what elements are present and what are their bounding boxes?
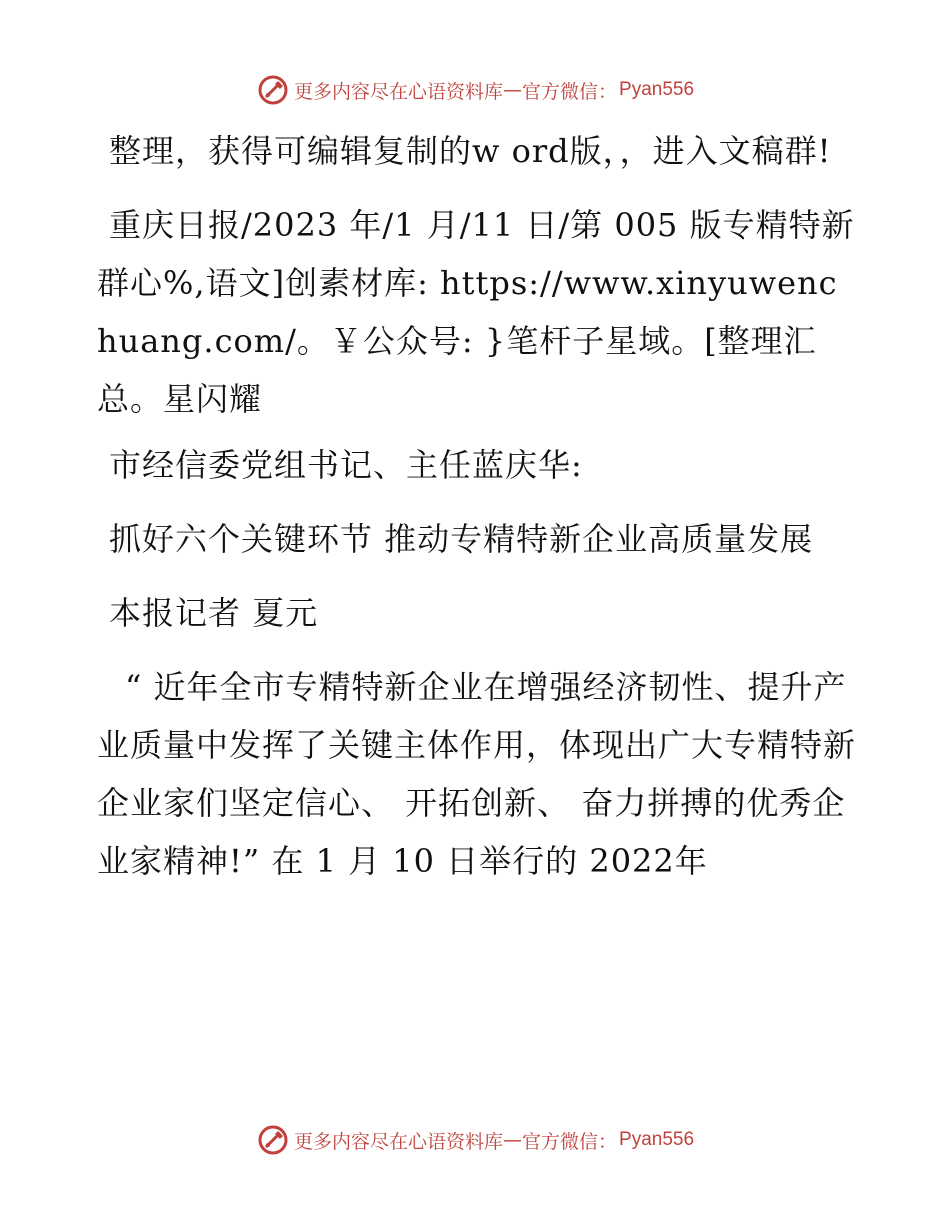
header-watermark xyxy=(0,70,950,110)
watermark-id: Pyan556 xyxy=(619,1129,695,1150)
pen-logo-icon xyxy=(256,73,290,107)
watermark-separator: — xyxy=(502,1129,522,1151)
watermark-colon: ： xyxy=(598,1130,618,1153)
watermark-separator: — xyxy=(502,79,522,101)
watermark-label: 官方微信 xyxy=(521,1130,598,1153)
watermark-label: 官方微信 xyxy=(521,80,598,103)
article-headline: 抓好六个关键环节 推动专精特新企业高质量发展 xyxy=(109,520,814,558)
watermark-banner xyxy=(256,73,694,107)
paragraph-quote: “ 近年全市专精特新企业在增强经济韧性、提升产业质量中发挥了关键主体作用，体现出广大专精特新企业家们坚定信心、 开拓创新、 奋力拼搏的优秀企业家精神!” 在 1 月 10 日举行的 2022年 xyxy=(97,668,857,880)
paragraph-speaker: 市经信委党组书记、主任蓝庆华: xyxy=(109,446,583,484)
paragraph-source: 重庆日报/2023 年/1 月/11 日/第 005 版专精特新 群心%,语文]创素材库: https://www.xinyuwenchuang.com/。￥公众号: }笔杆子星域。[整理汇总。星闪耀 xyxy=(97,206,855,418)
watermark-colon: ： xyxy=(598,80,618,103)
paragraph-intro: 整理，获得可编辑复制的w ord版，，进入文稿群! xyxy=(109,132,832,170)
document-body xyxy=(97,122,857,906)
article-byline: 本报记者 夏元 xyxy=(109,594,319,632)
pen-logo-icon xyxy=(256,1123,290,1157)
watermark-id: Pyan556 xyxy=(619,79,695,100)
watermark-text: 更多内容尽在心语资料库 xyxy=(293,1130,503,1153)
footer-watermark xyxy=(0,1120,950,1160)
watermark-text: 更多内容尽在心语资料库 xyxy=(293,80,503,103)
watermark-banner xyxy=(256,1123,694,1157)
